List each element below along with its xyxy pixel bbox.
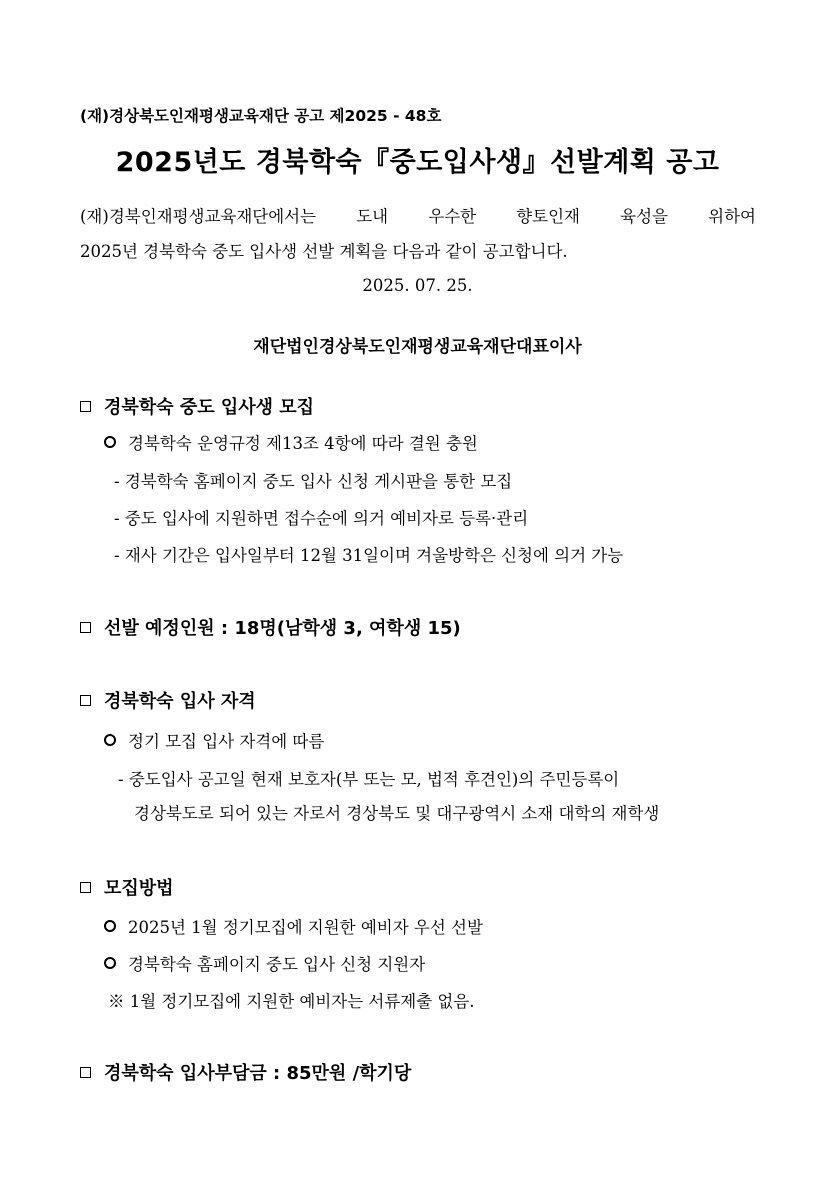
section-recruit-circle-text: 경북학숙 운영규정 제13조 4항에 따라 결원 충원 xyxy=(128,434,478,453)
document-number: (재)경상북도인재평생교육재단 공고 제2025 - 48호 xyxy=(80,107,442,125)
announcement-date: 2025. 07. 25. xyxy=(362,276,473,295)
list-item: - 중도 입사에 지원하면 접수순에 의거 예비자로 등록·관리 xyxy=(114,509,529,528)
circle-bullet-icon xyxy=(104,920,116,932)
method-note: ※ 1월 정기모집에 지원한 예비자는 서류제출 없음. xyxy=(108,992,475,1011)
circle-bullet-icon xyxy=(104,957,116,969)
section-method-circle-text-2: 경북학숙 홈페이지 중도 입사 신청 지원자 xyxy=(128,955,426,974)
section-method-circle-text-1: 2025년 1월 정기모집에 지원한 예비자 우선 선발 xyxy=(128,918,483,937)
section-eligibility-heading xyxy=(80,687,256,713)
list-item-continuation: 경상북도로 되어 있는 자로서 경상북도 및 대구광역시 소재 대학의 재학생 xyxy=(134,804,660,823)
checkbox-square-icon xyxy=(80,882,91,893)
section-recruit-circle-item xyxy=(104,430,478,454)
intro-line-2: 2025년 경북학숙 중도 입사생 선발 계획을 다음과 같이 공고합니다. xyxy=(80,242,568,261)
checkbox-square-icon xyxy=(80,622,91,633)
section-method-heading xyxy=(80,874,174,900)
section-method-circle-item-1 xyxy=(104,914,483,938)
page-title: 2025년도 경북학숙『중도입사생』선발계획 공고 xyxy=(115,147,720,178)
circle-bullet-icon xyxy=(104,734,116,746)
checkbox-square-icon xyxy=(80,695,91,706)
issuing-organization: 재단법인경상북도인재평생교육재단대표이사 xyxy=(253,337,582,357)
section-eligibility-circle-text: 정기 모집 입사 자격에 따름 xyxy=(128,732,325,751)
section-fee-title: 경북학숙 입사부담금 : 85만원 /학기당 xyxy=(104,1063,412,1084)
circle-bullet-icon xyxy=(104,436,116,448)
section-fee-heading xyxy=(80,1059,411,1085)
section-recruit-heading xyxy=(80,393,314,419)
section-quota-title: 선발 예정인원 : 18명(남학생 3, 여학생 15) xyxy=(104,618,461,639)
list-item: - 경북학숙 홈페이지 중도 입사 신청 게시판을 통한 모집 xyxy=(114,472,513,491)
section-eligibility-circle-item xyxy=(104,728,324,752)
section-quota-heading xyxy=(80,614,461,640)
list-item: - 중도입사 공고일 현재 보호자(부 또는 모, 법적 후견인)의 주민등록이 xyxy=(118,770,620,789)
section-recruit-title: 경북학숙 중도 입사생 모집 xyxy=(104,397,315,418)
section-eligibility-title: 경북학숙 입사 자격 xyxy=(104,691,256,712)
list-item: - 재사 기간은 입사일부터 12월 31일이며 겨울방학은 신청에 의거 가능 xyxy=(114,546,624,565)
intro-line-1: (재)경북인재평생교육재단에서는 도내 우수한 향토인재 육성을 위하여 xyxy=(80,207,756,226)
section-method-title: 모집방법 xyxy=(104,878,174,899)
checkbox-square-icon xyxy=(80,1067,91,1078)
section-method-circle-item-2 xyxy=(104,951,425,975)
checkbox-square-icon xyxy=(80,401,91,412)
